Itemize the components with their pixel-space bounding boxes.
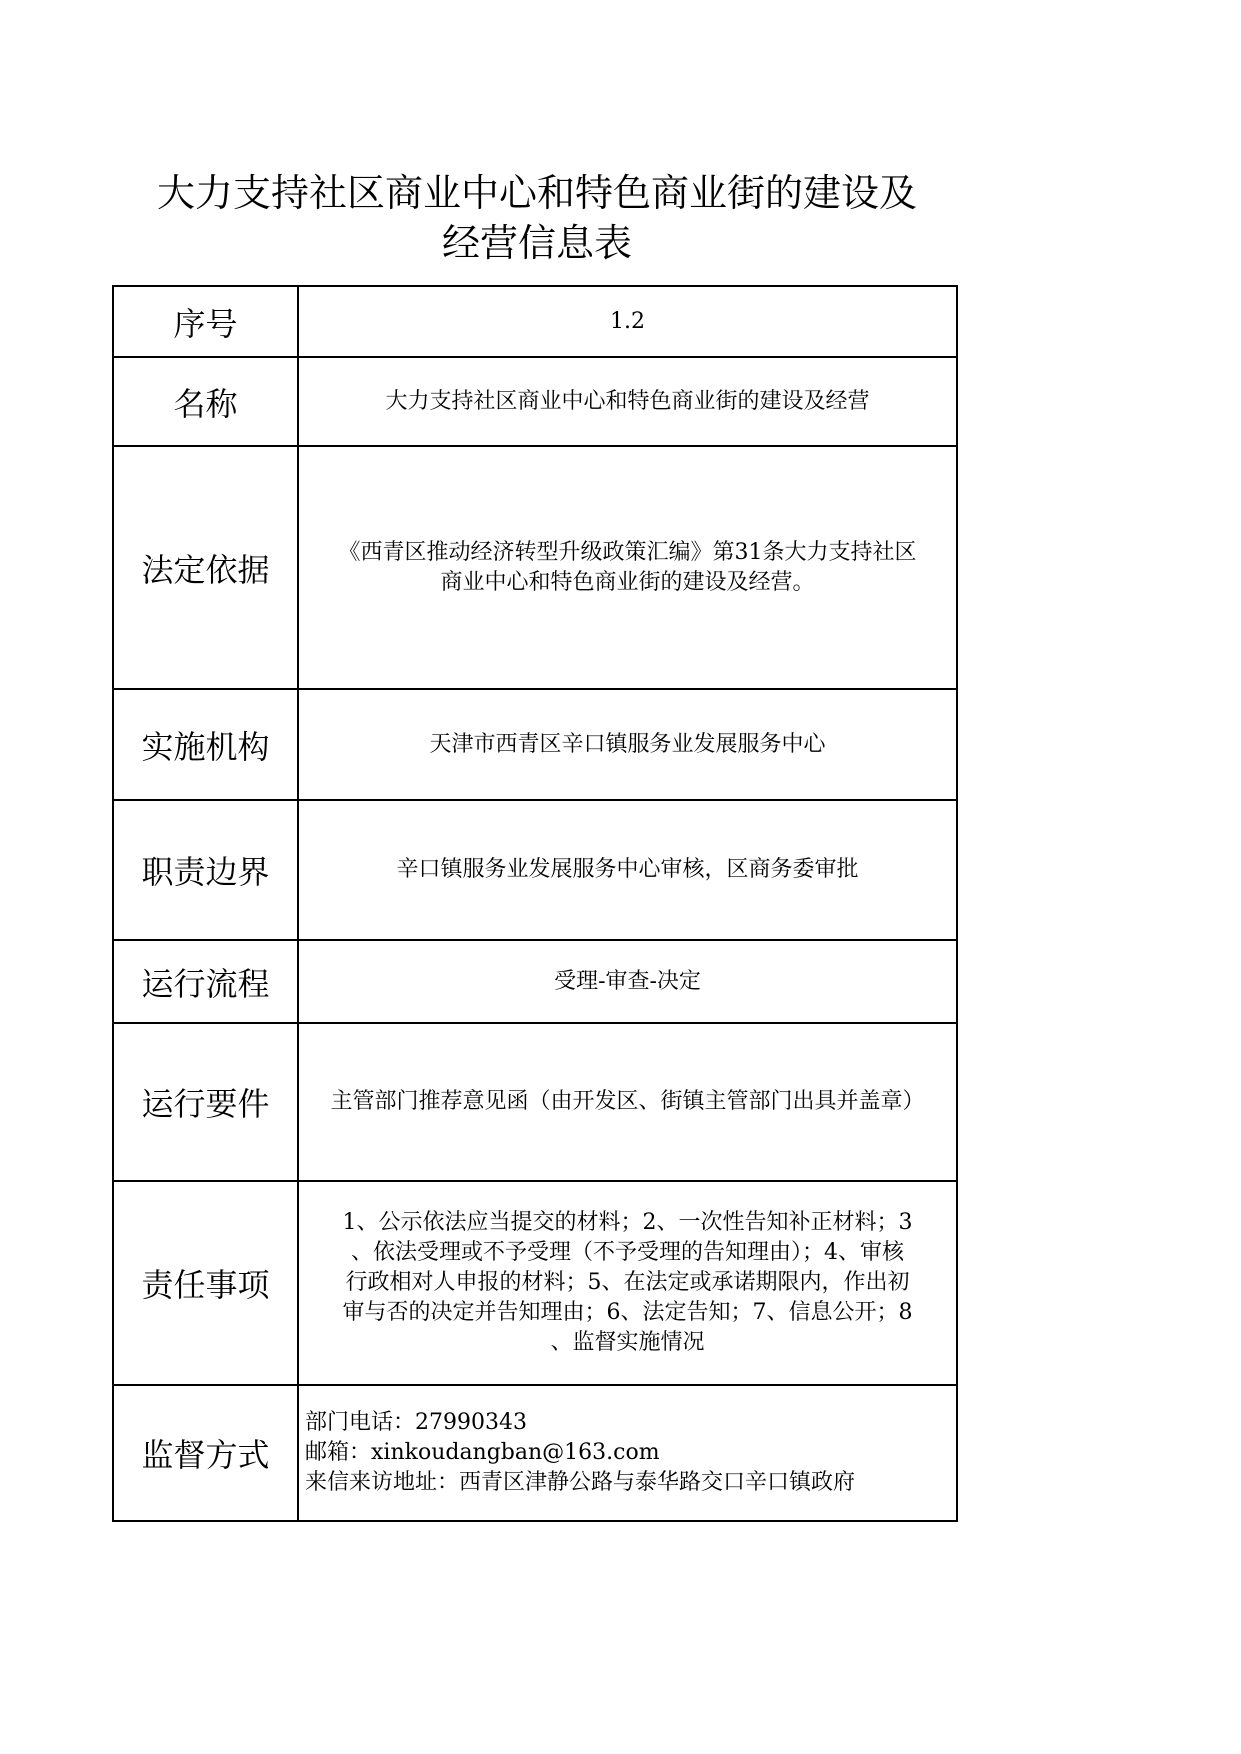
- row-value-serial: 1.2: [298, 286, 957, 357]
- legal-basis-line: 商业中心和特色商业街的建设及经营。: [440, 569, 815, 595]
- row-label-requirements: 运行要件: [113, 1023, 298, 1181]
- table-row: [113, 1023, 957, 1181]
- row-value-duties: [298, 1181, 957, 1385]
- duties-line: 、监督实施情况: [550, 1330, 705, 1355]
- table-row: [113, 940, 957, 1023]
- row-label-agency: 实施机构: [113, 689, 298, 800]
- row-label-process: 运行流程: [113, 940, 298, 1023]
- row-label-serial: 序号: [113, 286, 298, 357]
- row-label-name: 名称: [113, 357, 298, 446]
- row-value-requirements: 主管部门推荐意见函（由开发区、街镇主管部门出具并盖章）: [298, 1023, 957, 1181]
- duties-line: 审与否的决定并告知理由；6、法定告知；7、信息公开；8: [342, 1300, 913, 1325]
- row-value-legal-basis: [298, 446, 957, 689]
- row-value-process: 受理-审查-决定: [298, 940, 957, 1023]
- table-row: [113, 800, 957, 940]
- table-row: [113, 446, 957, 689]
- row-value-agency: 天津市西青区辛口镇服务业发展服务中心: [298, 689, 957, 800]
- table-row: [113, 1181, 957, 1385]
- table-row: [113, 357, 957, 446]
- row-label-legal-basis: 法定依据: [113, 446, 298, 689]
- duties-line: 行政相对人申报的材料；5、在法定或承诺期限内，作出初: [345, 1270, 910, 1295]
- info-table: [112, 285, 958, 1522]
- row-value-supervision: [298, 1385, 957, 1521]
- table-row: [113, 1385, 957, 1521]
- row-label-duties: 责任事项: [113, 1181, 298, 1385]
- supervision-phone: 部门电话：27990343: [305, 1410, 527, 1435]
- duties-line: 1、公示依法应当提交的材料；2、一次性告知补正材料；3: [342, 1210, 913, 1235]
- legal-basis-line: 《西青区推动经济转型升级政策汇编》第31条大力支持社区: [338, 539, 917, 565]
- supervision-address: 来信来访地址：西青区津静公路与泰华路交口辛口镇政府: [305, 1470, 856, 1495]
- supervision-email: 邮箱：xinkoudangban@163.com: [305, 1440, 660, 1465]
- duties-line: 、依法受理或不予受理（不予受理的告知理由）；4、审核: [351, 1240, 904, 1265]
- row-value-responsibility-boundary: 辛口镇服务业发展服务中心审核，区商务委审批: [298, 800, 957, 940]
- page-title-line-2: 经营信息表: [441, 221, 632, 265]
- table-row: [113, 689, 957, 800]
- row-label-responsibility-boundary: 职责边界: [113, 800, 298, 940]
- page-title-line-1: 大力支持社区商业中心和特色商业街的建设及: [156, 171, 917, 215]
- row-value-name: 大力支持社区商业中心和特色商业街的建设及经营: [298, 357, 957, 446]
- table-row: [113, 286, 957, 357]
- row-label-supervision: 监督方式: [113, 1385, 298, 1521]
